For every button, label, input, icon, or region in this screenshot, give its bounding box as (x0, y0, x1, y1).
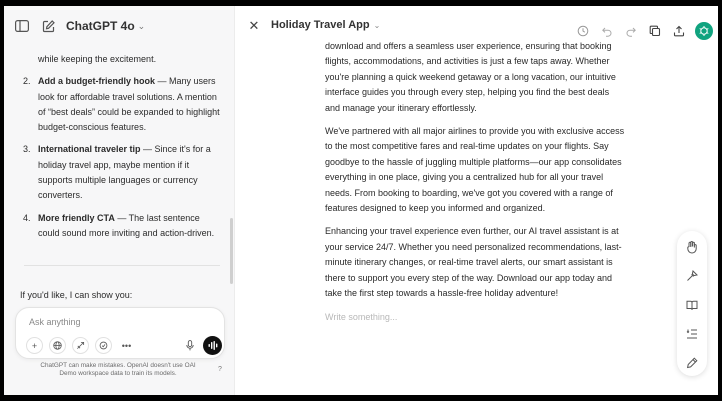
model-selector[interactable] (66, 19, 145, 33)
model-name: ChatGPT 4o (66, 19, 135, 33)
chat-scrollbar[interactable] (230, 218, 233, 284)
emoji-icon[interactable] (684, 239, 700, 255)
voice-mode-button[interactable] (203, 336, 222, 355)
message-input[interactable] (29, 315, 209, 329)
redo-icon[interactable] (623, 23, 639, 39)
create-image-button[interactable] (95, 337, 112, 354)
suggestion-title: More friendly CTA (38, 212, 115, 223)
assistant-message (20, 46, 220, 335)
close-icon[interactable]: ✕ (248, 18, 260, 33)
chevron-down-icon: ⌄ (137, 20, 146, 31)
paragraph: Enhancing your travel experience even further, our AI travel assistant is at your service 24/7. Whether you need personalized recommendations, last-minute itinerary changes, or real-time travel alerts, our smart assistant is there to support you every step of the way. Download our app today and take the first step towards a hassle-free holiday adventure! (325, 226, 622, 299)
app-window (4, 6, 718, 395)
canvas-tools-menu (677, 231, 707, 376)
web-search-button[interactable] (49, 337, 66, 354)
disclaimer: ChatGPT can make mistakes. OpenAI doesn't use OAI Demo workspace data to train its models. (40, 362, 196, 377)
final-polish-icon[interactable] (684, 268, 700, 284)
list-number: 3. (23, 144, 31, 155)
reading-level-icon[interactable] (684, 297, 700, 313)
adjust-length-icon[interactable] (684, 326, 700, 342)
help-button[interactable]: ? (218, 366, 222, 373)
list-item (20, 211, 220, 242)
bottom-fade (235, 383, 718, 395)
document-title-text: Holiday Travel App (271, 19, 370, 31)
chat-panel (4, 6, 235, 395)
suggestion-list (20, 74, 220, 241)
canvas-panel (235, 6, 718, 395)
ellipsis-icon: ••• (121, 340, 132, 351)
suggestion-text: — Since it's for a holiday travel app, maybe mention if it supports multiple languages or currency converters. (38, 144, 211, 201)
message-continuation: while keeping the excitement. (38, 54, 157, 64)
share-icon[interactable] (671, 23, 687, 39)
list-item (20, 142, 220, 203)
mic-icon (186, 340, 194, 351)
divider (24, 265, 220, 266)
chat-header (4, 6, 235, 46)
brush-icon (99, 341, 108, 350)
suggestion-title: Add a budget-friendly hook (38, 76, 155, 87)
paragraph: download and offers a seamless user experience, ensuring that booking flights, accommodations, and activities is just a few taps away. Whether you're planning a quick weekend getaway or a long vacation, our intuitive interface guides you through every step, helping you find the best deals and manage your itinerary effortlessly. (325, 41, 616, 113)
suggestion-text: — Many users look for affordable travel solutions. A mention of “best deals” could be expanded to highlight budget-conscious features. (38, 76, 220, 133)
telescope-icon (76, 341, 85, 350)
suggestion-text: — The last sentence could sound more inviting and action-driven. (38, 212, 215, 238)
openai-logo-icon (698, 25, 710, 37)
globe-icon (53, 341, 62, 350)
document-body[interactable] (325, 39, 625, 325)
paragraph: We've partnered with all major airlines to provide you with exclusive access to the most competitive fares and real-time updates on your flights. Say goodbye to the hassle of juggling multiple platforms—our app consolidates everything in one place, giving you a centralized hub for all your travel needs. From booking to boarding, we've got you covered with a range of features designed to keep you informed and organized. (325, 126, 625, 214)
deep-research-button[interactable] (72, 337, 89, 354)
avatar[interactable] (695, 22, 713, 40)
composer (15, 307, 225, 359)
history-icon[interactable] (575, 23, 591, 39)
followup-intro: If you'd like, I can show you: (20, 290, 133, 301)
new-chat-icon[interactable] (38, 16, 58, 36)
add-attachment-button[interactable] (26, 337, 43, 354)
list-item (20, 74, 220, 135)
list-number: 2. (23, 76, 31, 87)
chevron-down-icon: ⌄ (373, 20, 381, 30)
undo-icon[interactable] (599, 23, 615, 39)
copy-icon[interactable] (647, 23, 663, 39)
dictate-button[interactable] (181, 337, 198, 354)
plus-icon: + (31, 340, 38, 351)
sidebar-toggle-icon[interactable] (12, 16, 32, 36)
list-number: 4. (23, 212, 31, 223)
document-title[interactable] (271, 19, 380, 31)
waveform-icon (208, 341, 218, 350)
suggest-edits-icon[interactable] (684, 355, 700, 371)
suggestion-title: International traveler tip (38, 144, 141, 155)
write-placeholder[interactable]: Write something... (325, 311, 398, 322)
more-tools-button[interactable] (118, 337, 135, 354)
